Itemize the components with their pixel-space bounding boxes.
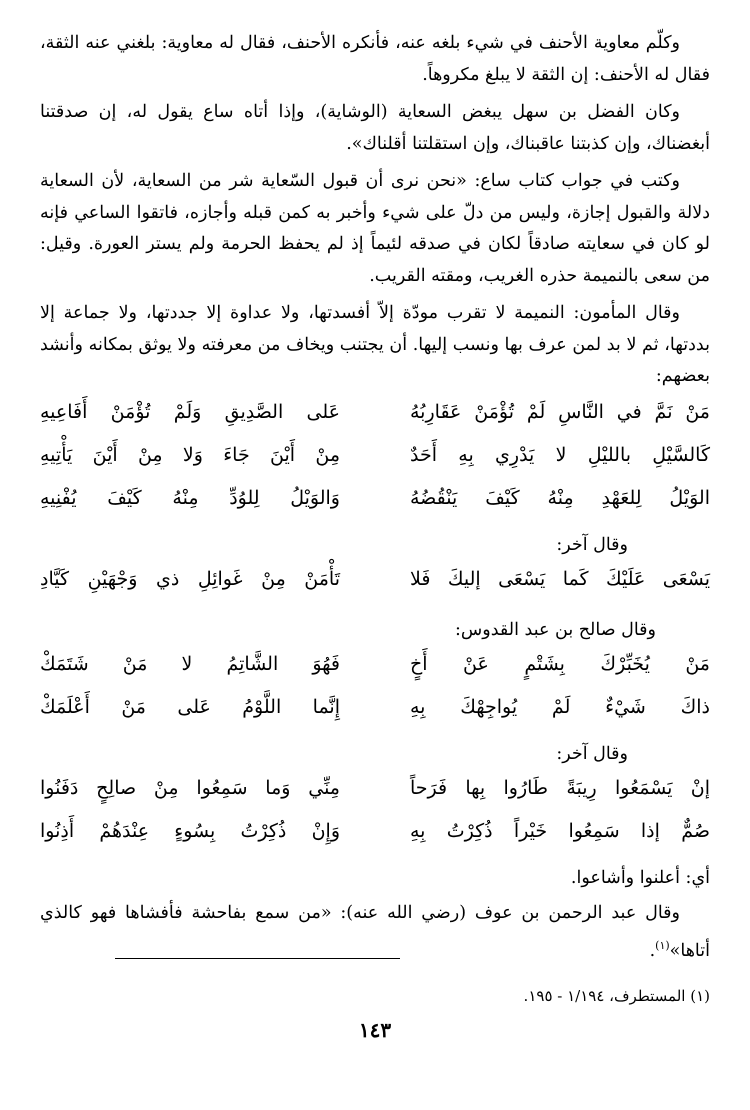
verse-second-hemistich: مِنْ أَيْنَ جَاءَ وَلا مِنْ أَيْنَ يَأْتِيهِ: [40, 443, 340, 466]
verse-first-hemistich: مَنْ يُخَبِّرْكَ بِشَتْمٍ عَنْ أَخٍ: [410, 652, 710, 675]
poem-group-2: [40, 564, 710, 611]
verse-first-hemistich: كَالسَّيْلِ بالليْلِ لا يَدْرِي بِهِ أَحَدٌ: [410, 443, 710, 466]
verse-second-hemistich: عَلى الصَّدِيقِ وَلَمْ تُؤْمَنْ أَفَاعِيهِ: [40, 400, 340, 423]
verse-line: [40, 773, 710, 816]
poem-group-4: [40, 773, 710, 859]
verse-first-hemistich: مَنْ نَمَّ في النَّاسِ لَمْ تُؤْمَنْ عَقَارِبُهُ: [410, 400, 710, 423]
verse-first-hemistich: الوَيْلُ لِلعَهْدِ مِنْهُ كَيْفَ يَنْقُضُهُ: [410, 486, 710, 509]
verse-second-hemistich: فَهُوَ الشَّاتِمُ لا مَنْ شَتَمَكْ: [40, 652, 340, 675]
quote-text: وقال عبد الرحمن بن عوف (رضي الله عنه): «من سمع بفاحشة فأفشاها فهو كالذي أتاها»: [40, 903, 710, 961]
verse-first-hemistich: يَسْعَى عَلَيْكَ كَما يَسْعَى إليكَ فَلا: [410, 567, 710, 590]
paragraph-mamun: وقال المأمون: النميمة لا تقرب مودّة إلاّ أفسدتها، ولا عداوة إلا جددتها، ولا جماعة إلا بددتها، ثم لا بد لمن عرف بها ونسب إليها. أن يجتنب ويخاف من معرفته ولا يوثق بمكانه وأنشد بعضهم:: [40, 303, 710, 386]
verse-second-hemistich: وَالوَيْلُ لِلوُدِّ مِنْهُ كَيْفَ يُفْنِيهِ: [40, 486, 340, 509]
gloss-line: أي: أعلنوا وأشاعوا.: [570, 867, 710, 888]
verse-line: [40, 483, 710, 526]
paragraph-fadl: وكان الفضل بن سهل يبغض السعاية (الوشاية)، وإذا أتاه ساع يقول له، إن صدقتنا أبغضناك، وإن كذبتنا عاقبناك، وإن استقلتنا أقلناك».: [40, 102, 710, 154]
footnote-marker: (١): [655, 938, 670, 952]
footnote-divider: [115, 958, 400, 959]
verse-first-hemistich: ذاكَ شَيْءٌ لَمْ يُواجِهْكَ بِهِ: [410, 695, 710, 718]
verse-line: [40, 649, 710, 692]
poem-group-3: [40, 649, 710, 735]
verse-second-hemistich: تَأْمَنْ مِنْ غَوائِلِ ذي وَجْهَيْنِ كَيَّادِ: [40, 567, 340, 590]
verse-line: [40, 440, 710, 483]
verse-line: [40, 397, 710, 440]
verse-second-hemistich: وَإِنْ ذُكِرْتُ بِسُوءٍ عِنْدَهُمْ أَذِنُوا: [40, 819, 340, 842]
verse-line: [40, 816, 710, 859]
verse-first-hemistich: صُمٌّ إذا سَمِعُوا خَيْراً ذُكِرْتُ بِهِ: [410, 819, 710, 842]
page-number: ١٤٣: [358, 1018, 392, 1042]
paragraph-muawiya: وكلّم معاوية الأحنف في شيء بلغه عنه، فأنكره الأحنف، فقال له معاوية: بلغني عنه الثقة، فقال له الأحنف: إن الثقة لا يبلغ مكروهاً.: [40, 33, 710, 85]
paragraph-reply-letter: وكتب في جواب كتاب ساع: «نحن نرى أن قبول السّعاية شر من السعاية، لأن السعاية دلالة والقبول إجازة، وليس من دلّ على شيء وأخبر به كمن قبله وأجازه، فاتقوا الساعي فإنه لو كان في سعايته صادقاً لكان في صدقه لئيماً إذ لم يحفظ الحرمة ولم يستر العورة. وقيل: من سعى بالنميمة حذره الغريب، ومقته القريب.: [40, 171, 710, 286]
quote-end-period: .: [649, 940, 656, 961]
verse-second-hemistich: إِنَّما اللَّوْمُ عَلى مَنْ أَعْلَمَكْ: [40, 695, 340, 718]
verse-second-hemistich: مِنِّي وَما سَمِعُوا مِنْ صالِحٍ دَفَنُوا: [40, 776, 340, 799]
poem-intro-salih: وقال صالح بن عبد القدوس:: [455, 619, 656, 640]
verse-line: [40, 564, 710, 611]
verse-line: [40, 692, 710, 735]
poem-intro-another: وقال آخر:: [556, 534, 628, 555]
verse-first-hemistich: إنْ يَسْمَعُوا رِيبَةً طَارُوا بِها فَرَحاً: [410, 776, 710, 799]
paragraph-abd-al-rahman: [40, 898, 710, 967]
poem-group-1: [40, 397, 710, 526]
poem-intro-another-2: وقال آخر:: [556, 743, 628, 764]
main-text: [40, 28, 710, 973]
footnote: (١) المستطرف، ١/١٩٤ - ١٩٥.: [523, 987, 710, 1005]
